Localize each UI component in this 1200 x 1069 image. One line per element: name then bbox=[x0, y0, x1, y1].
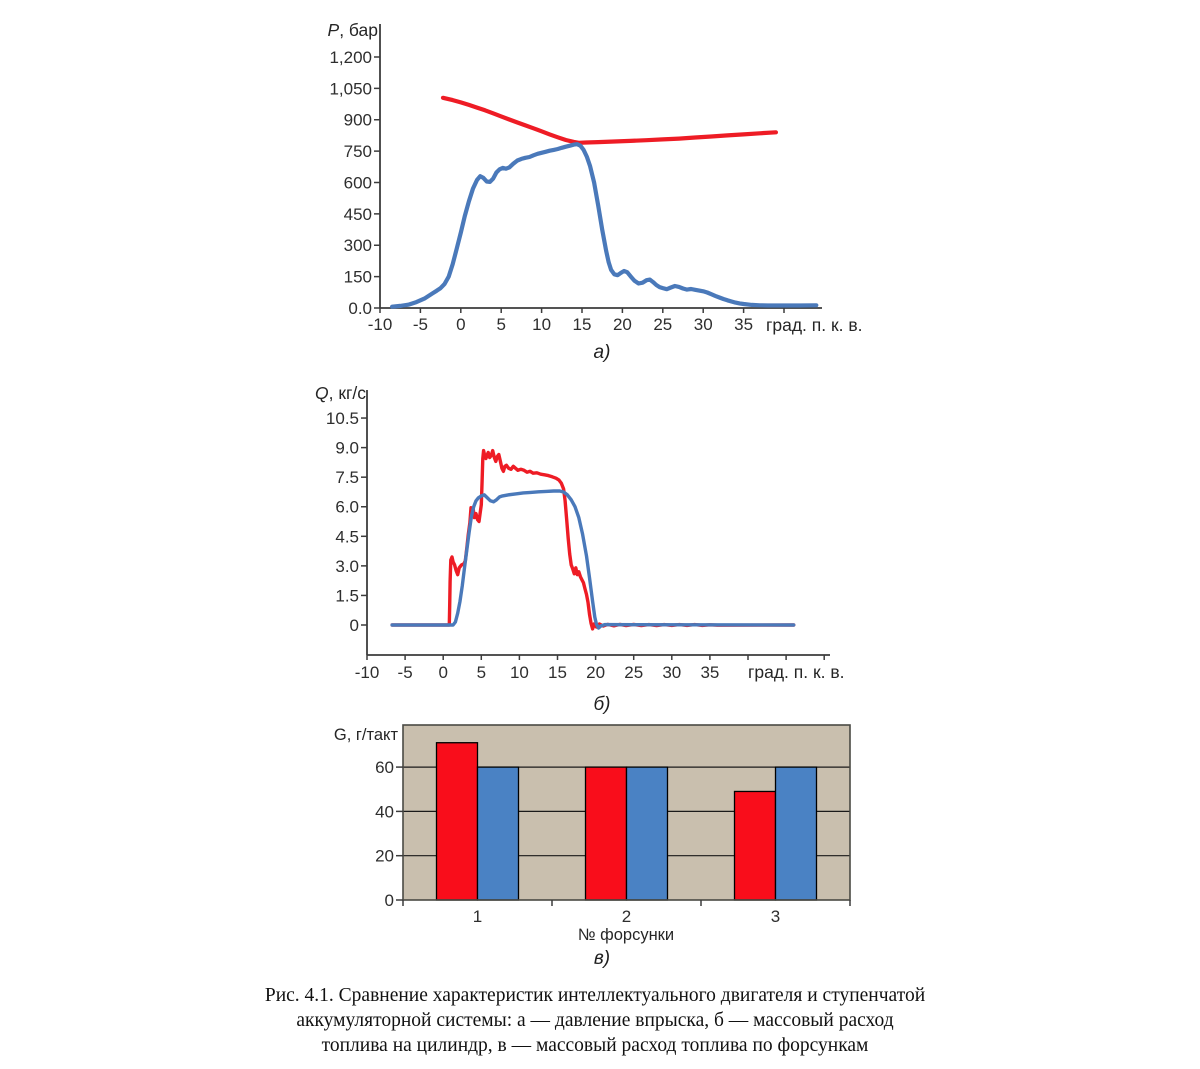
bar-blue-3 bbox=[776, 767, 817, 900]
x-tick-label: -10 bbox=[354, 663, 380, 682]
chart-v-subtitle: в) bbox=[593, 948, 611, 969]
y-tick-label: 0.0 bbox=[348, 299, 372, 318]
x-tick-label: 0 bbox=[438, 663, 448, 682]
chart-v-x-axis-title: № форсунки bbox=[577, 926, 675, 944]
y-tick-label: 60 bbox=[375, 758, 394, 778]
category-label: 1 bbox=[472, 907, 483, 926]
x-tick-label: -5 bbox=[412, 315, 428, 334]
y-tick-label: 1,200 bbox=[329, 47, 372, 67]
y-tick-label: 4.5 bbox=[335, 527, 359, 547]
category-label: 3 bbox=[770, 907, 781, 926]
x-tick-label: 35 bbox=[734, 315, 754, 334]
chart-b-x-axis-title: град. п. к. в. bbox=[748, 662, 845, 682]
x-tick-label: 20 bbox=[586, 663, 606, 682]
bar-red-2 bbox=[586, 767, 627, 900]
x-tick-label: 15 bbox=[548, 663, 567, 682]
y-tick-label: 0 bbox=[384, 891, 394, 910]
x-tick-label: 15 bbox=[572, 315, 592, 334]
y-tick-label: 0 bbox=[349, 616, 359, 635]
x-tick-label: 5 bbox=[496, 315, 506, 334]
chart-b-y-symbol: Q bbox=[314, 383, 329, 403]
chart-a-subtitle: а) bbox=[593, 342, 611, 363]
caption-line-2: аккумуляторной системы: а — давление впрыска, б — массовый расход bbox=[296, 1010, 894, 1031]
x-tick-label: 10 bbox=[532, 315, 552, 334]
chart-a-y-axis-title bbox=[290, 20, 378, 41]
bar-blue-2 bbox=[627, 767, 668, 900]
chart-v-y-unit: , г/такт bbox=[346, 726, 398, 744]
x-tick-label: 5 bbox=[476, 663, 487, 682]
chart-v-y-axis-title bbox=[312, 726, 398, 745]
bar-red-3 bbox=[735, 791, 776, 900]
figure-caption bbox=[150, 983, 1040, 1058]
y-tick-label: 300 bbox=[343, 236, 372, 256]
caption-line-3: топлива на цилиндр, в — массовый расход топлива по форсункам bbox=[321, 1035, 869, 1056]
chart-a-y-unit: , бар bbox=[339, 20, 378, 40]
chart-b-subtitle: б) bbox=[593, 694, 611, 715]
x-tick-label: 25 bbox=[653, 315, 673, 334]
y-tick-label: 10.5 bbox=[325, 409, 359, 429]
chart-a-x-axis-title: град. п. к. в. bbox=[766, 315, 863, 335]
chart-v-y-symbol: G bbox=[333, 726, 347, 744]
chart-b-y-axis-title bbox=[282, 383, 366, 404]
chart-a-y-symbol: P bbox=[327, 20, 340, 40]
y-tick-label: 20 bbox=[375, 846, 394, 866]
y-tick-label: 150 bbox=[343, 267, 372, 287]
x-tick-label: 20 bbox=[612, 315, 632, 334]
x-tick-label: 10 bbox=[509, 663, 529, 682]
y-tick-label: 900 bbox=[343, 110, 372, 130]
y-tick-label: 40 bbox=[375, 802, 394, 822]
y-tick-label: 6.0 bbox=[335, 497, 359, 517]
y-tick-label: 750 bbox=[343, 142, 372, 162]
y-tick-label: 7.5 bbox=[335, 468, 359, 488]
bar-red-1 bbox=[437, 743, 478, 900]
y-tick-label: 600 bbox=[343, 173, 372, 193]
x-tick-label: 35 bbox=[700, 663, 720, 682]
y-tick-label: 450 bbox=[343, 204, 372, 224]
x-tick-label: 30 bbox=[693, 315, 713, 334]
x-tick-label: 25 bbox=[624, 663, 644, 682]
bar-blue-1 bbox=[478, 767, 519, 900]
y-tick-label: 1.5 bbox=[335, 586, 359, 606]
x-tick-label: 30 bbox=[662, 663, 682, 682]
category-label: 2 bbox=[621, 907, 632, 926]
x-tick-label: 0 bbox=[456, 315, 466, 334]
chart-b-y-unit: , кг/с bbox=[328, 383, 366, 403]
y-tick-label: 9.0 bbox=[335, 438, 359, 458]
x-tick-label: -5 bbox=[397, 663, 413, 682]
y-tick-label: 1,050 bbox=[329, 79, 372, 99]
x-tick-label: -10 bbox=[367, 315, 393, 334]
y-tick-label: 3.0 bbox=[335, 556, 359, 576]
caption-line-1: Рис. 4.1. Сравнение характеристик интеллектуального двигателя и ступенчатой bbox=[264, 985, 926, 1006]
